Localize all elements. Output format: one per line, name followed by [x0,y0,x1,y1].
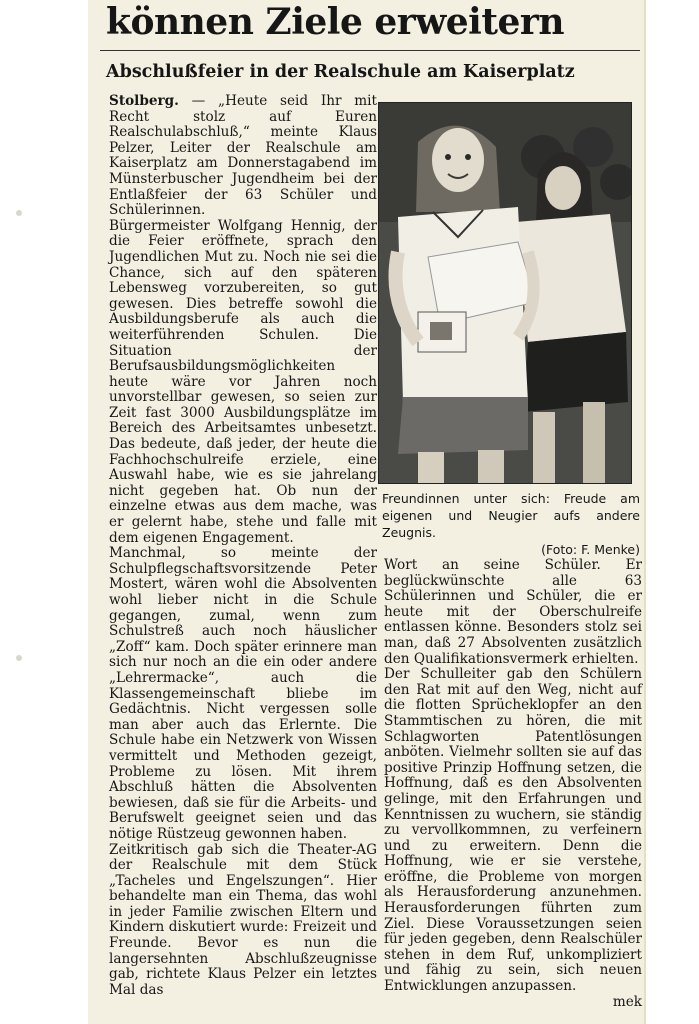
paragraph: Der Schulleiter gab den Schülern den Rat mit auf den Weg, nicht auf die flotten Sprücheklopfer an den Stammtischen zu hören, die mit Schlagworten Patentlösungen anböten. Vielmehr sollten sie auf das positive Prinzip Hoffnung setzen, die Hoffnung, daß es den Absolventen gelinge, mit den Erfahrungen und Kenntnissen zu wuchern, sie ständig zu vervollkommnen, zu verfeinern und zu erweitern. Denn die Hoffnung, wie er sie verstehe, eröffne, die Probleme von morgen als Herausforderung anzunehmen. Herausforderungen führten zum Ziel. Diese Voraussetzungen seien für jeden gegeben, denn Realschüler stehen in dem Ruf, unkompliziert und fähig zu sein, sich neuen Entwicklungen anzupassen. [384,666,642,995]
clipping-edge-right [644,0,646,1024]
paragraph: Manchmal, so meinte der Schulpflegschaftsvorsitzende Peter Mostert, wären wohl die Absolventen wohl lieber nicht in die Schule gegangen, zumal, wenn zum Schulstreß auch noch häuslicher „Zoff“ kam. Doch später erinnere man sich nur noch an die ein oder andere „Lehrermacke“, auch die Klassengemeinschaft bliebe im Gedächtnis. Nicht vergessen solle man aber auch das Erlernte. Die Schule habe ein Netzwerk von Wissen vermittelt und Methoden gezeigt, Probleme zu lösen. Mit ihrem Abschluß hätten die Absolventen bewiesen, daß sie für die Arbeits- und Berufswelt geeignet seien und das nötige Rüstzeug gewonnen haben. [109,545,377,842]
article-photo [378,102,632,484]
paragraph: Wort an seine Schüler. Er beglückwünschte alle 63 Schülerinnen und Schüler, die er heute mit der Oberschulreife entlassen könne. Besonders stolz sei man, daß 27 Absolventen zusätzlich den Qualifikationsvermerk erhielten. [384,557,642,667]
headline-rule [100,50,640,51]
article-column-2 [384,558,642,1010]
article-headline: können Ziele erweitern [106,1,565,43]
article-subheadline: Abschlußfeier in der Realschule am Kaiserplatz [106,62,575,82]
paragraph: Zeitkritisch gab sich die Theater-AG der Realschule mit dem Stück „Tacheles und Engelszungen“. Hier behandelte man ein Thema, das wohl in jeder Familie zwischen Eltern und Kindern diskutiert wurde: Freizeit und Freunde. Bevor es nun die langersehnten Abschlußzeugnisse gab, richtete Klaus Pelzer ein letztes Mal das [109,841,377,998]
paragraph: — „Heute seid Ihr mit Recht stolz auf Euren Realschulabschluß,“ meinte Klaus Pelzer, Leiter der Realschule am Kaiserplatz am Donnerstagabend im Münsterbuscher Jugendheim bei der Entlaßfeier der 63 Schüler und Schülerinnen. [109,93,377,219]
dateline: Stolberg. [109,93,179,109]
caption-text: Freundinnen unter sich: Freude am eigenen und Neugier aufs andere Zeugnis. [382,491,640,540]
scan-speck [16,210,22,216]
photo-credit: (Foto: F. Menke) [541,542,640,557]
author-initials: mek [612,993,642,1010]
article-column-1 [109,94,377,998]
scan-speck [16,655,22,661]
photo-caption [382,490,640,558]
paragraph: Bürgermeister Wolfgang Hennig, der die Feier eröffnete, sprach den Jugendlichen Mut zu. Noch nie sei die Chance, sich auf den späteren Lebensweg vorzubereiten, so gut gewesen. Dies betreffe sowohl die Ausbildungsberufe als auch die weiterführenden Schulen. Die Situation der Berufsausbildungsmöglichkeiten heute wäre vor Jahren noch unvorstellbar gewesen, so seien zur Zeit fast 3000 Ausbildungsplätze im Bereich des Arbeitsamtes unbesetzt. Das bedeute, daß jeder, der heute die Fachhochschulreife erziele, eine Auswahl habe, wie es sie jahrelang nicht gegeben hat. Ob nun der einzelne etwas aus dem mache, was er gelernt habe, stehe und falle mit dem eigenen Engagement. [109,217,377,546]
photo-image [378,102,632,484]
